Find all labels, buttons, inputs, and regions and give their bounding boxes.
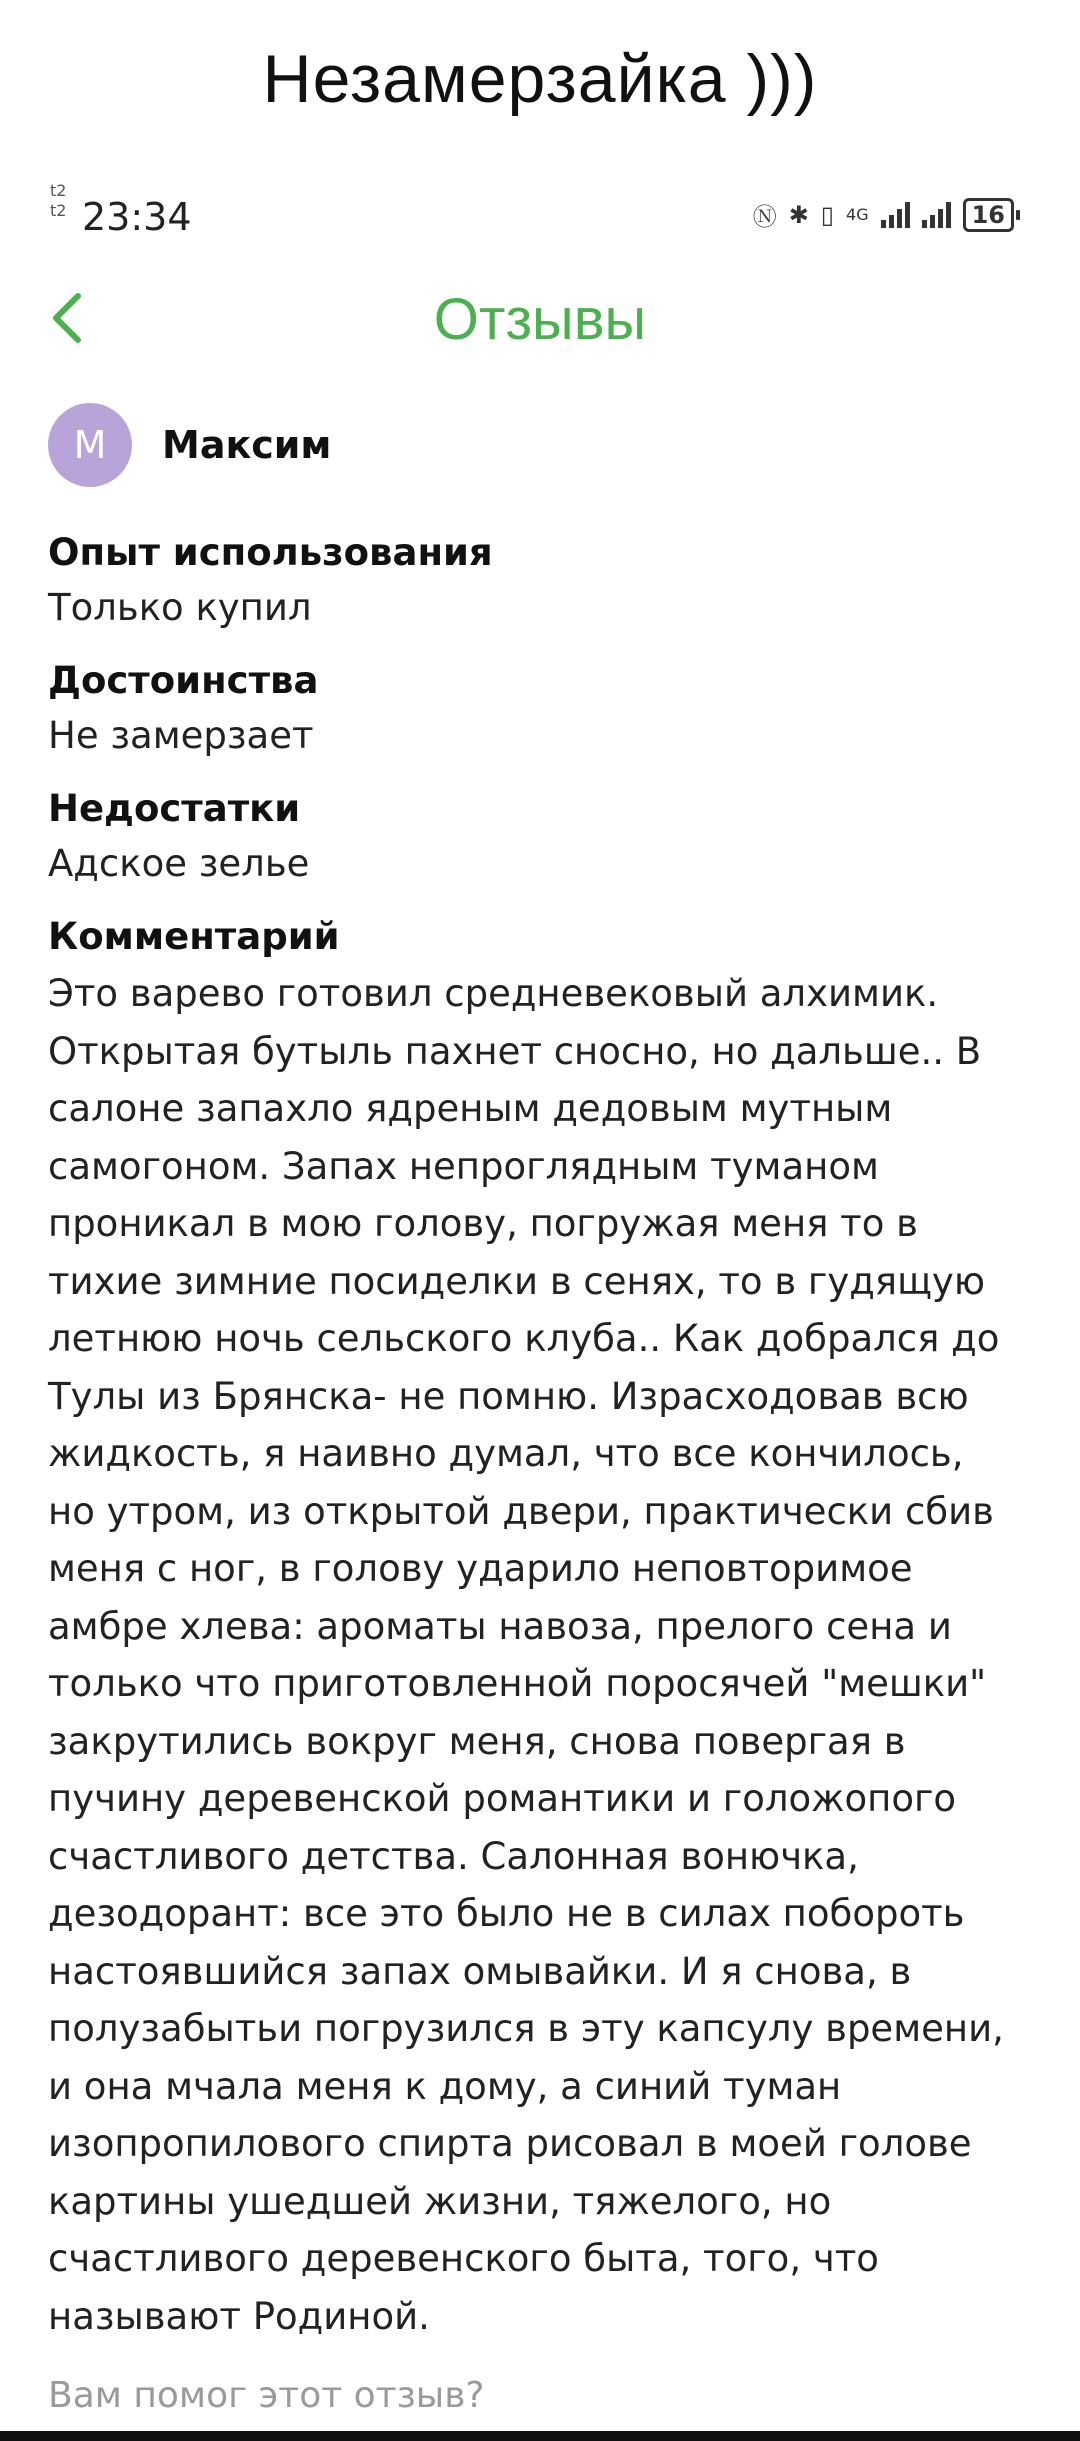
section-value: Только купил: [48, 586, 312, 629]
section-label: Недостатки: [48, 787, 301, 830]
comment-line: счастливого деревенского быта, того, что: [48, 2237, 879, 2280]
comment-line: самогоном. Запах непроглядным туманом: [48, 1144, 879, 1188]
helpful-prompt[interactable]: Вам помог этот отзыв?: [48, 2375, 485, 2416]
nav-bar: [0, 280, 1080, 360]
status-icons: [753, 197, 1020, 232]
comment-text: [48, 965, 1038, 2345]
comment-line: пучину деревенской романтики и голожопого: [48, 1777, 957, 1820]
comment-line: дезодорант: все это было не в силах побороть: [48, 1892, 965, 1935]
sim2-label: t2: [50, 201, 67, 220]
comment-line: Открытая бутыль пахнет сносно, но дальше.. В: [48, 1029, 982, 1073]
comment-line: называют Родиной.: [48, 2294, 430, 2338]
comment-line: летнюю ночь сельского клуба.. Как добрался до: [48, 1317, 1000, 1360]
author-name: Максим: [162, 423, 332, 467]
section-experience: [48, 525, 1038, 635]
nfc-icon: Ⓝ: [752, 203, 777, 231]
comment-line: жидкость, я наивно думал, что все кончилось,: [48, 1432, 964, 1475]
comment-line: и она мчала меня к дому, а синий туман: [48, 2064, 842, 2108]
sim-labels: [50, 181, 66, 221]
section-value: Адское зелье: [48, 842, 310, 885]
comment-line: амбре хлева: ароматы навоза, прелого сена и: [48, 1604, 952, 1648]
review-author: [48, 395, 1038, 495]
signal-icon: [881, 202, 910, 228]
comment-line: салоне запахло ядреным дедовым мутным: [48, 1087, 893, 1130]
comment-line: закрутились вокруг меня, снова повергая в: [48, 1719, 906, 1763]
network-type: 4G: [846, 205, 869, 224]
sim1-label: t2: [50, 181, 67, 200]
review-card: [48, 395, 1038, 2416]
signal2-icon: [922, 202, 951, 228]
comment-line: меня с ног, в голову ударило неповторимое: [48, 1547, 913, 1590]
battery-level: 16: [963, 198, 1014, 232]
status-time: 23:34: [82, 195, 192, 239]
comment-line: проникал в мою голову, погружая меня то в: [48, 1202, 918, 1245]
section-pros: [48, 653, 1038, 763]
bluetooth-icon: ✱: [788, 200, 809, 229]
section-cons: [48, 781, 1038, 891]
comment-line: полузабытьи погрузился в эту капсулу времени,: [48, 2007, 1004, 2050]
comment-line: Тулы из Брянска- не помню. Израсходовав всю: [48, 1374, 969, 1418]
comment-label: Комментарий: [48, 915, 340, 958]
status-bar: [0, 175, 1080, 255]
comment-line: Это варево готовил средневековый алхимик.: [48, 972, 939, 1015]
bottom-edge: [0, 2431, 1080, 2441]
comment-line: настоявшийся запах омывайки. И я снова, в: [48, 1949, 912, 1993]
page-title: Отзывы: [433, 287, 647, 352]
section-label: Достоинства: [48, 659, 319, 702]
vibrate-icon: ▯: [820, 200, 835, 229]
section-label: Опыт использования: [48, 531, 493, 574]
section-value: Не замерзает: [48, 714, 314, 757]
comment-line: картины ушедшей жизни, тяжелого, но: [48, 2179, 832, 2223]
section-comment: [48, 909, 1038, 2345]
comment-line: только что приготовленной поросячей "мешки": [48, 1662, 987, 1705]
comment-line: тихие зимние посиделки в сенях, то в гудящую: [48, 1259, 985, 1303]
battery-icon: [963, 198, 1020, 232]
comment-line: счастливого детства. Салонная вонючка,: [48, 1834, 859, 1878]
avatar: М: [48, 403, 132, 487]
comment-line: но утром, из открытой двери, практически сбив: [48, 1489, 994, 1533]
meme-caption: Незамерзайка ))): [262, 41, 818, 117]
comment-line: изопропилового спирта рисовал в моей голове: [48, 2122, 972, 2165]
